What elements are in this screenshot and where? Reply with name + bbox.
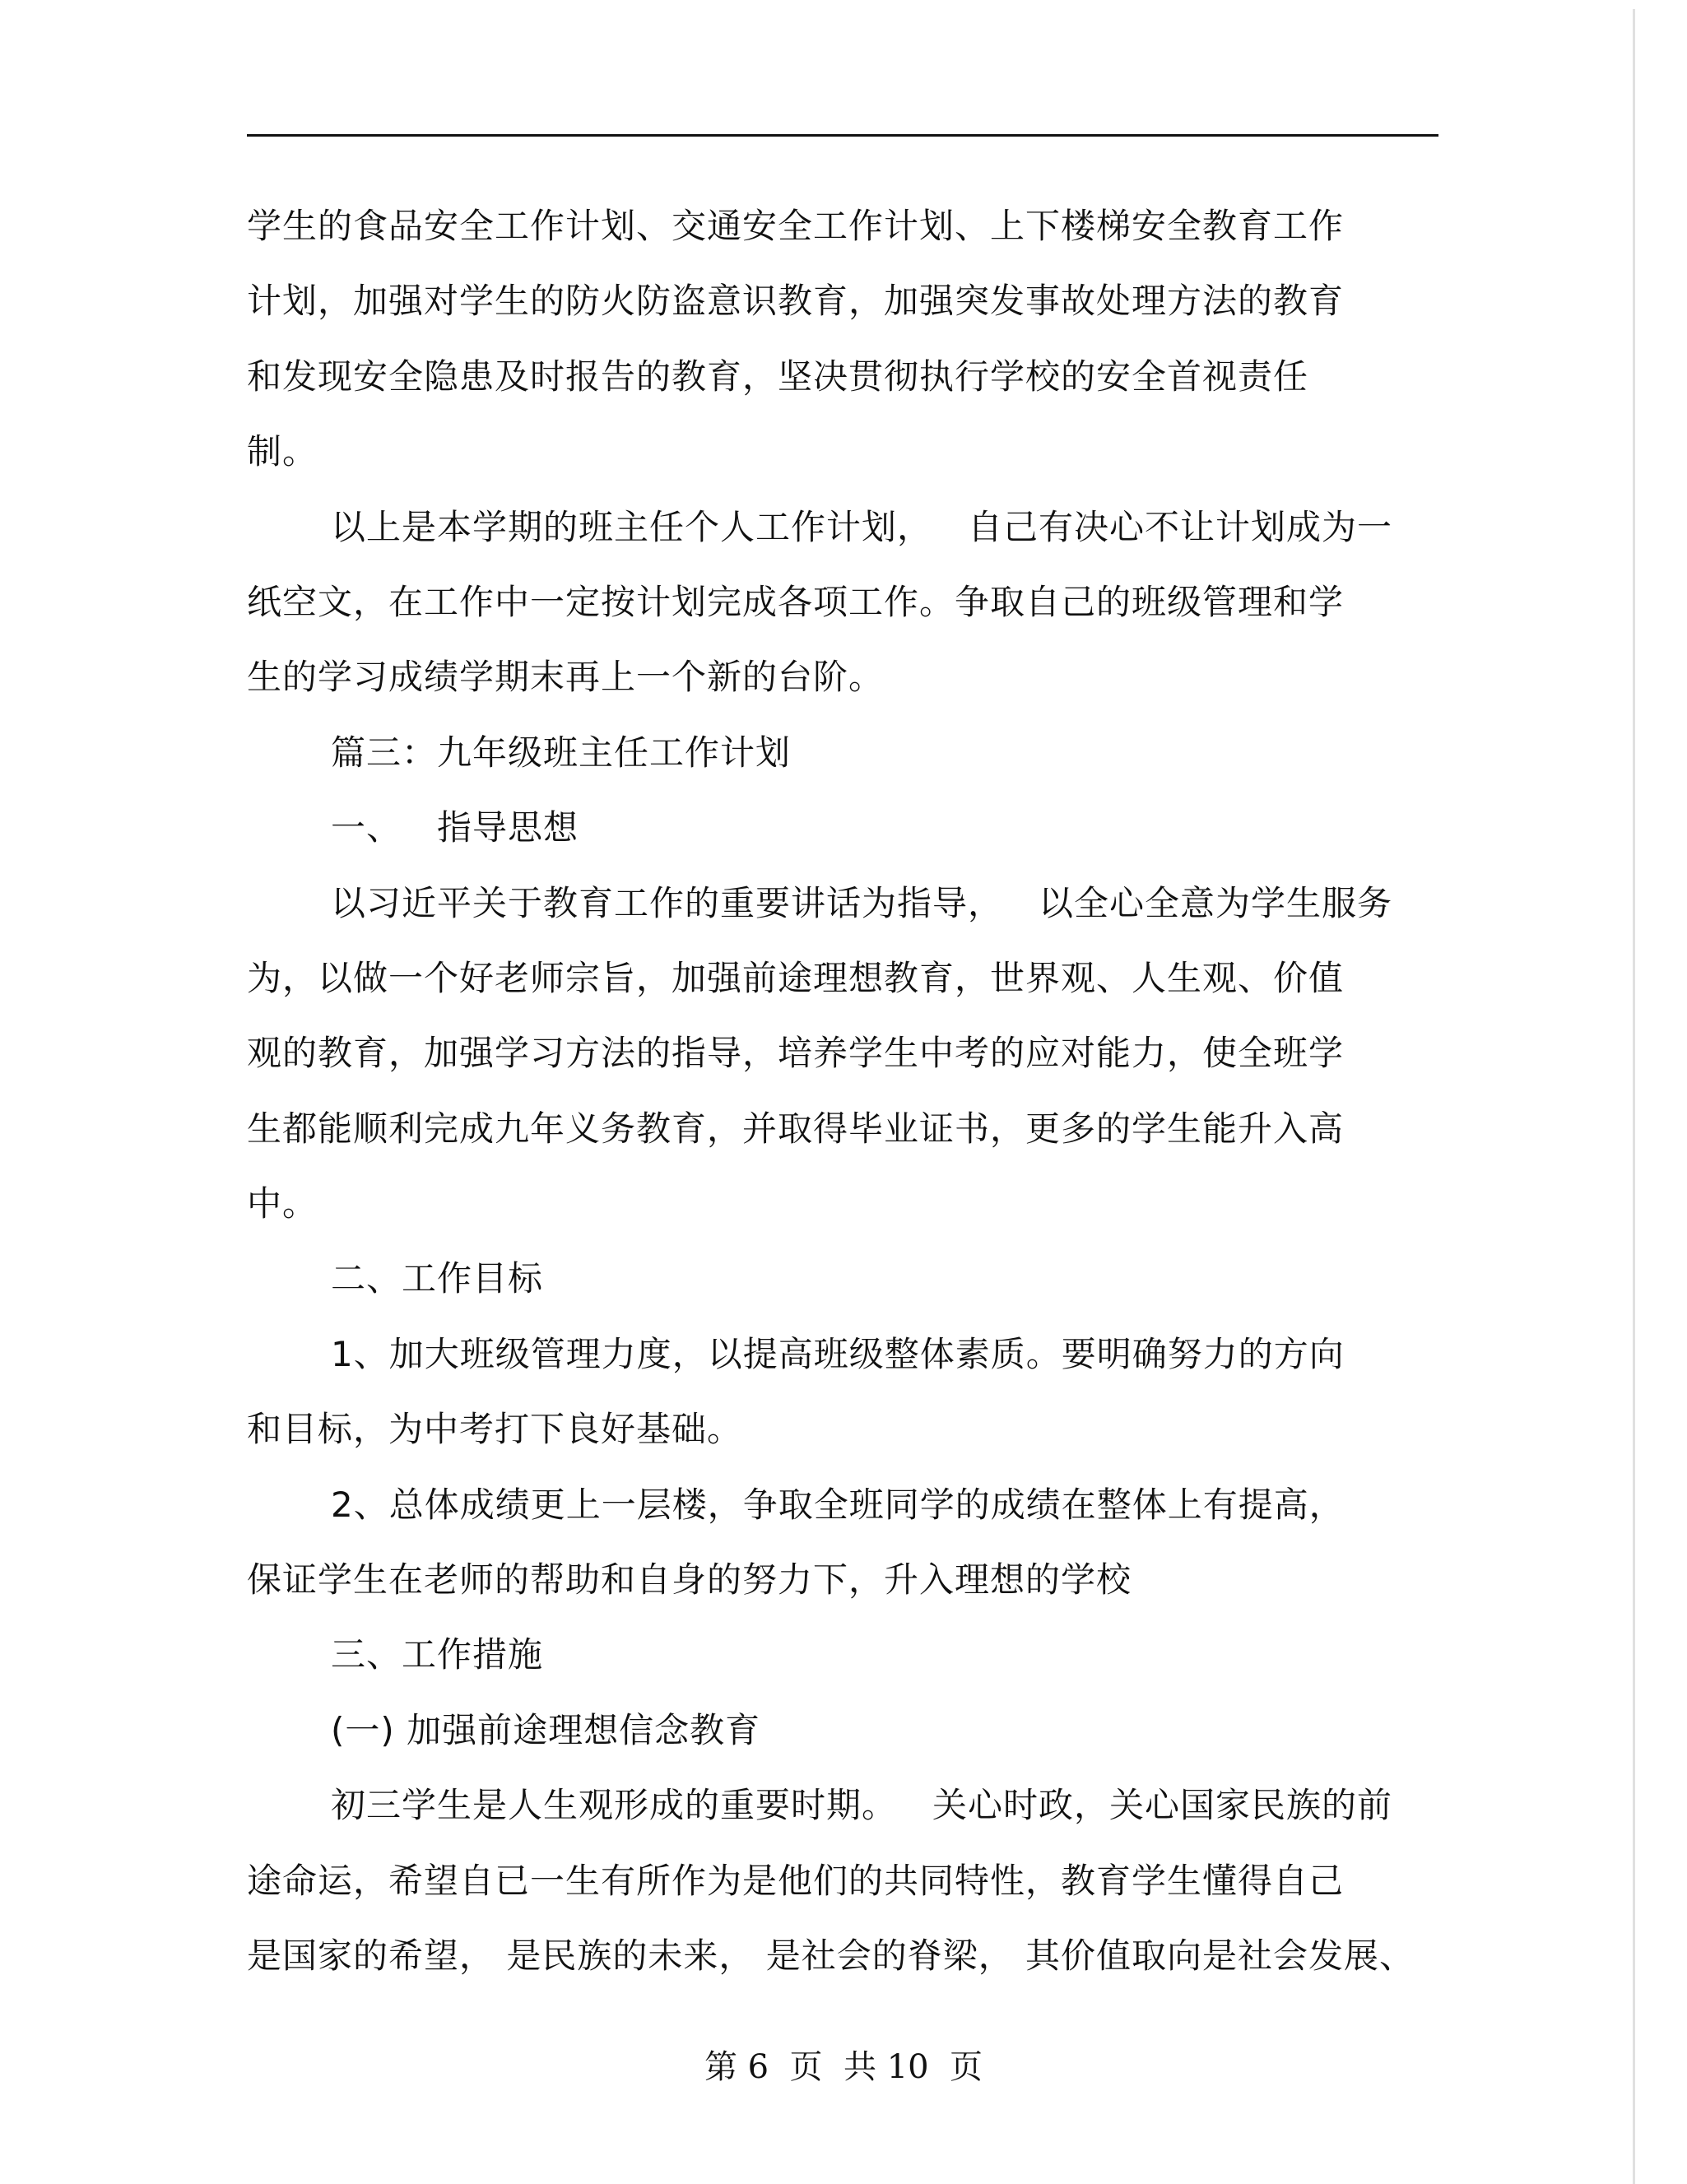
text-line: 保证学生在老师的帮助和自身的努力下，升入理想的学校	[247, 1559, 1132, 1601]
text-line: 篇三：九年级班主任工作计划	[331, 732, 792, 773]
text-line: 观的教育，加强学习方法的指导，培养学生中考的应对能力，使全班学	[247, 1033, 1345, 1074]
text-line: 生都能顺利完成九年义务教育，并取得毕业证书，更多的学生能升入高	[247, 1108, 1345, 1149]
text-line: 和发现安全隐患及时报告的教育，坚决贯彻执行学校的安全首视责任	[247, 355, 1309, 397]
text-line: 为，以做一个好老师宗旨，加强前途理想教育，世界观、人生观、价值	[247, 957, 1345, 998]
text-line: 制。	[247, 431, 318, 472]
text-line: 计划，加强对学生的防火防盗意识教育，加强突发事故处理方法的教育	[247, 281, 1345, 322]
text-line: 学生的食品安全工作计划、交通安全工作计划、上下楼梯安全教育工作	[247, 206, 1345, 246]
text-line: 以上是本学期的班主任个人工作计划， 自己有决心不让计划成为一	[331, 506, 1393, 547]
text-line: 生的学习成绩学期末再上一个新的台阶。	[247, 657, 885, 698]
text-line: 2、总体成绩更上一层楼，争取全班同学的成绩在整体上有提高，	[331, 1484, 1345, 1525]
text-line: 中。	[247, 1183, 318, 1224]
text-line: 初三学生是人生观形成的重要时期。 关心时政，关心国家民族的前	[331, 1785, 1393, 1826]
header-rule	[247, 134, 1438, 137]
page-edge-divider	[1633, 9, 1635, 2184]
text-line: (一) 加强前途理想信念教育	[331, 1709, 761, 1750]
page-number-footer: 第 6 页 共 10 页	[704, 2048, 983, 2086]
text-line: 三、工作措施	[331, 1634, 544, 1675]
text-line: 以习近平关于教育工作的重要讲话为指导， 以全心全意为学生服务	[331, 882, 1393, 923]
document-body	[247, 188, 1448, 1993]
text-line: 二、工作目标	[331, 1258, 544, 1299]
text-line: 纸空文，在工作中一定按计划完成各项工作。争取自己的班级管理和学	[247, 581, 1345, 622]
text-line: 和目标，为中考打下良好基础。	[247, 1409, 743, 1450]
text-line: 1、加大班级管理力度，以提高班级整体素质。要明确努力的方向	[331, 1333, 1345, 1374]
text-line: 途命运，希望自已一生有所作为是他们的共同特性，教育学生懂得自己	[247, 1860, 1345, 1901]
text-line: 是国家的希望， 是民族的未来， 是社会的脊梁， 其价值取向是社会发展、	[247, 1935, 1415, 1976]
text-line: 一、 指导思想	[331, 807, 579, 848]
